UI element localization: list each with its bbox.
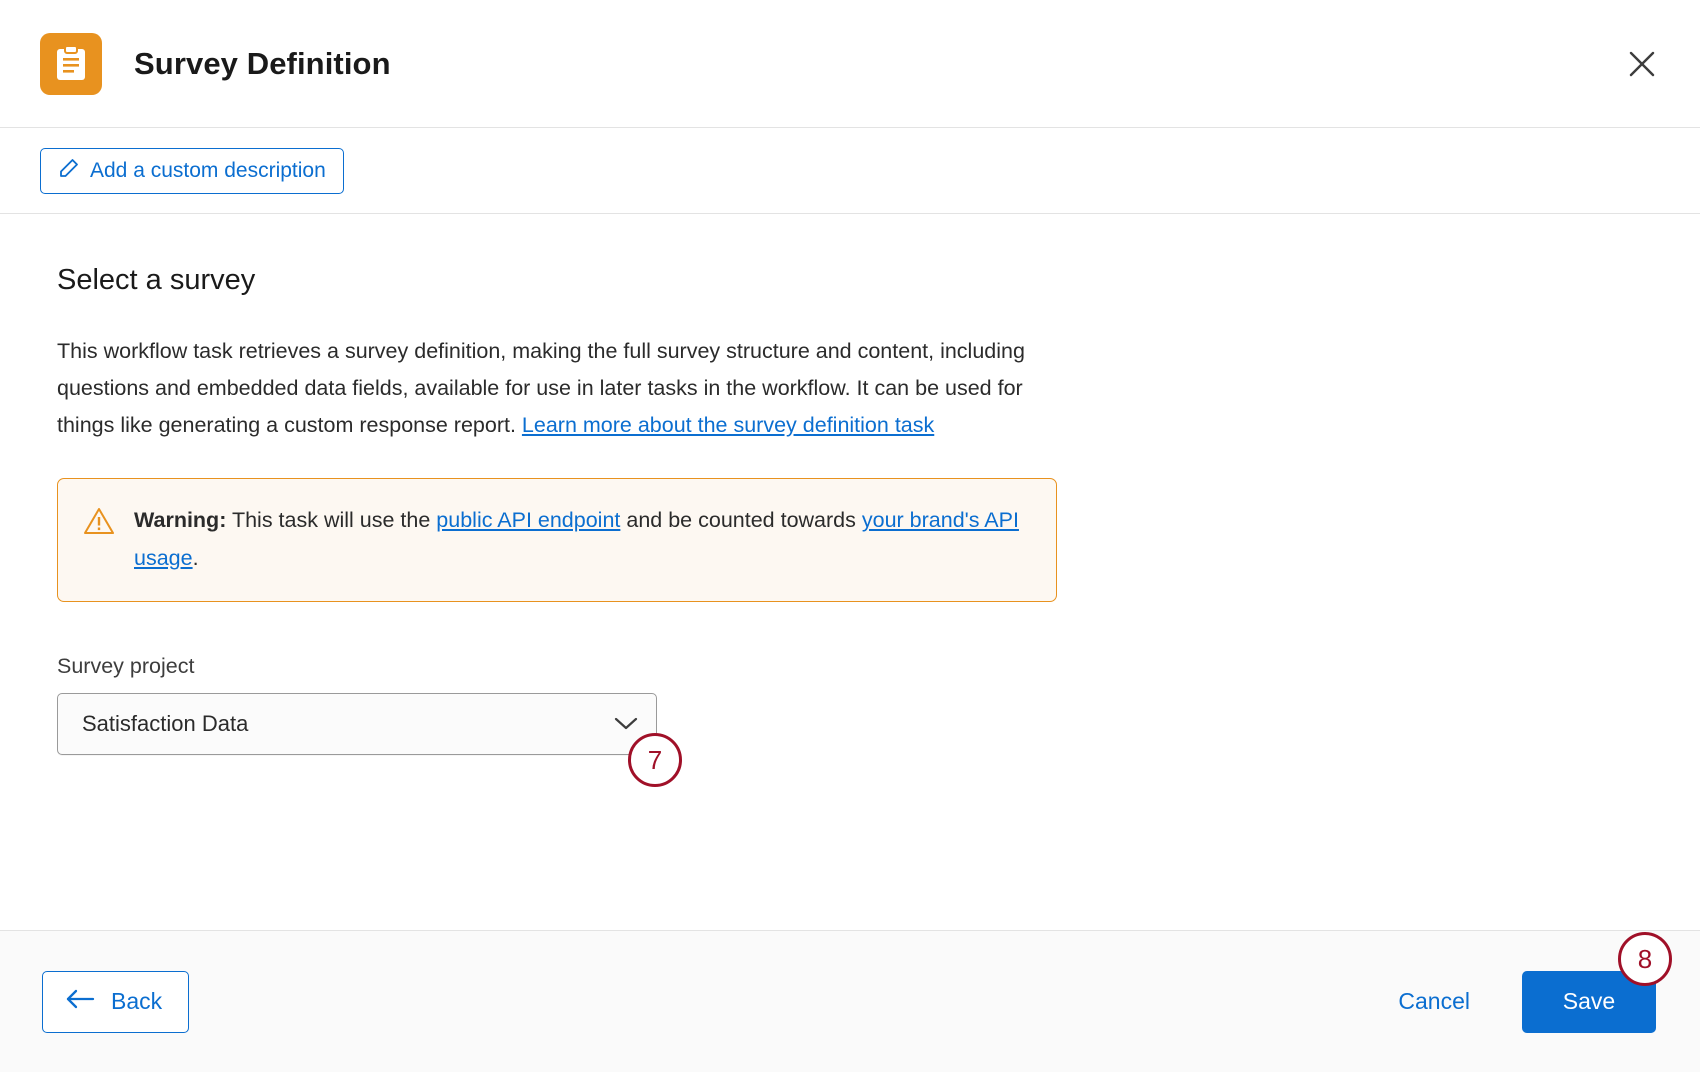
add-custom-description-label: Add a custom description (90, 158, 326, 182)
footer-actions (1398, 971, 1656, 1033)
section-description-text: This workflow task retrieves a survey definition, making the full survey structure and content, including questions and embedded data fields, available for use in later tasks in the workflow. It can be used for things like generating a custom response report. (57, 339, 1025, 437)
warning-label: Warning: (134, 508, 227, 532)
warning-text (134, 501, 1030, 577)
chevron-down-icon (614, 711, 638, 737)
warning-text-part3: . (192, 546, 199, 570)
survey-project-value: Satisfaction Data (82, 711, 249, 736)
description-bar (0, 128, 1700, 214)
back-button[interactable] (42, 971, 189, 1033)
save-button[interactable]: Save (1522, 971, 1656, 1033)
clipboard-icon (40, 33, 102, 95)
edit-pencil-icon (58, 157, 80, 185)
warning-triangle-icon (84, 507, 114, 540)
section-title: Select a survey (57, 264, 256, 296)
warning-banner (57, 478, 1057, 602)
warning-text-part1: This task will use the (231, 508, 431, 532)
back-button-label: Back (111, 988, 163, 1014)
step-badge-7: 7 (628, 733, 682, 787)
warning-text-part2: and be counted towards (626, 508, 856, 532)
step-badge-8: 8 (1618, 932, 1672, 986)
survey-project-select[interactable] (57, 693, 657, 755)
page-title: Survey Definition (134, 45, 391, 81)
add-custom-description-button[interactable] (40, 148, 344, 194)
survey-project-select-wrap (57, 693, 657, 755)
brand-api-usage-link[interactable]: your brand's API usage (134, 508, 1019, 570)
close-icon[interactable] (1622, 44, 1662, 84)
section-description (57, 333, 1047, 444)
modal-footer (0, 930, 1700, 1072)
public-api-endpoint-link[interactable]: public API endpoint (436, 508, 621, 532)
learn-more-link[interactable]: Learn more about the survey definition task (521, 413, 935, 437)
cancel-button[interactable]: Cancel (1398, 988, 1470, 1014)
arrow-left-icon (65, 988, 95, 1015)
survey-project-label: Survey project (57, 654, 195, 678)
modal-header (0, 0, 1700, 128)
modal-body (0, 214, 1700, 930)
